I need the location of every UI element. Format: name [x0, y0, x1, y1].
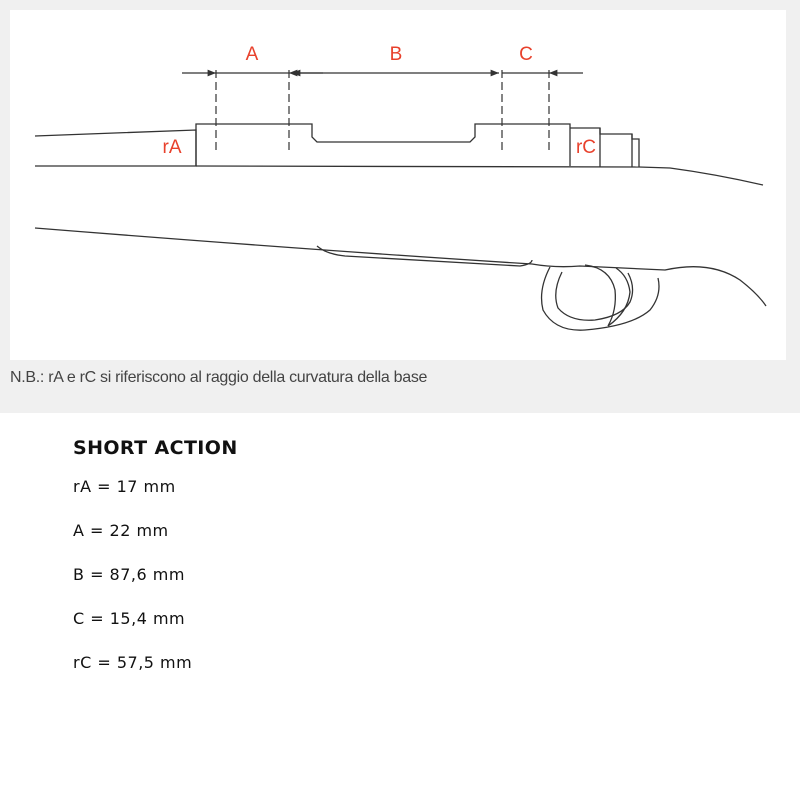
label-rA: rA	[162, 137, 182, 158]
diagram-drawing	[10, 10, 786, 360]
dimension-labels	[163, 44, 597, 158]
label-B: B	[389, 44, 403, 65]
spec-row-rA: rA = 17 mm	[73, 477, 176, 496]
rifle-outline	[35, 124, 766, 330]
spec-row-rC: rC = 57,5 mm	[73, 653, 193, 672]
label-C: C	[519, 44, 533, 65]
stock-top	[639, 167, 763, 185]
label-rC: rC	[575, 137, 597, 158]
label-A: A	[245, 44, 259, 65]
rifle-base-diagram	[10, 10, 786, 360]
scope-base	[196, 124, 570, 166]
magazine-plate	[317, 246, 532, 266]
dimension-guides	[216, 70, 549, 150]
stock-bottom	[35, 228, 766, 306]
spec-row-C: C = 15,4 mm	[73, 609, 186, 628]
spec-row-B: B = 87,6 mm	[73, 565, 185, 584]
specs-section	[73, 436, 238, 697]
diagram-caption: N.B.: rA e rC si riferiscono al raggio della curvatura della base	[10, 369, 428, 386]
spec-row-A: A = 22 mm	[73, 521, 169, 540]
trigger-guard-outer	[542, 267, 659, 330]
specs-title: SHORT ACTION	[73, 437, 238, 459]
